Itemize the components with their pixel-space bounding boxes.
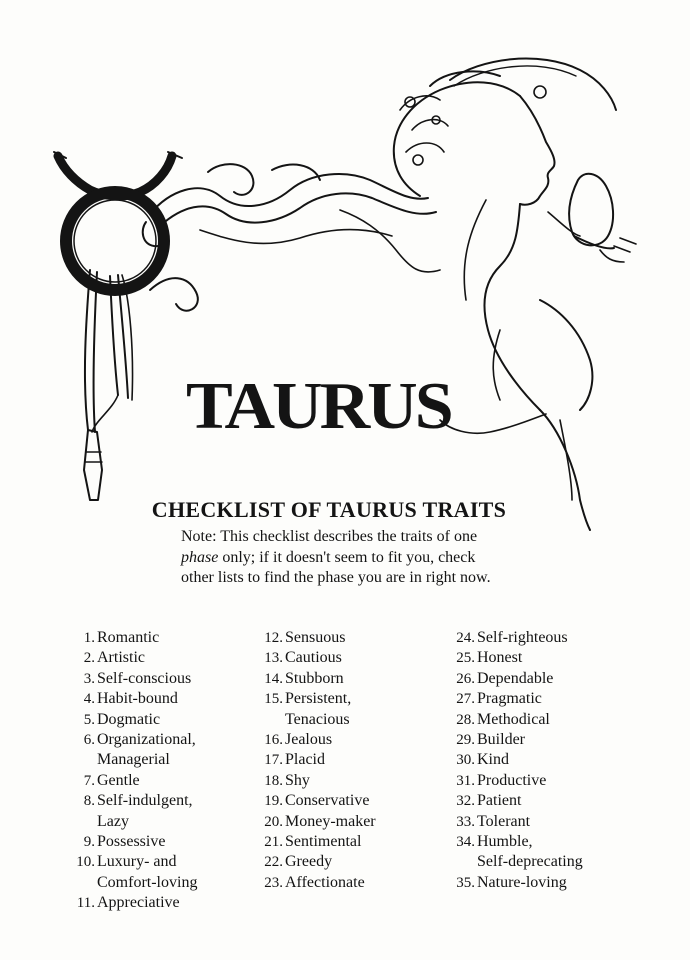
- trait-number: 27.: [456, 691, 475, 708]
- trait-label: Shy: [285, 771, 310, 789]
- trait-item: [60, 689, 197, 709]
- trait-number: 11.: [76, 895, 95, 912]
- trait-label: Affectionate: [285, 873, 365, 891]
- trait-label: Sensuous: [285, 629, 346, 646]
- trait-label: Habit-bound: [97, 690, 178, 708]
- trait-item: [440, 832, 583, 852]
- trait-label: Appreciative: [97, 894, 180, 912]
- trait-label: Cautious: [285, 649, 342, 667]
- trait-label: Organizational,: [97, 731, 196, 749]
- note-paragraph: [181, 527, 511, 589]
- trait-number: 24.: [456, 630, 475, 646]
- trait-number: 34.: [456, 834, 475, 851]
- trait-label: Placid: [285, 751, 325, 769]
- trait-label: Honest: [477, 649, 523, 667]
- trait-number: 19.: [264, 793, 283, 810]
- trait-item: [248, 730, 376, 750]
- trait-item: [440, 710, 583, 730]
- page-title: TAURUS: [186, 369, 451, 444]
- traits-column-2: [248, 628, 376, 893]
- note-text-end: only; if it doesn't seem to fit you, check other lists to find the phase you are in right now.: [181, 548, 491, 586]
- trait-label: Gentle: [97, 771, 140, 789]
- trait-label: Lazy: [97, 812, 129, 830]
- trait-number: 15.: [264, 691, 283, 708]
- trait-number: 26.: [456, 670, 475, 687]
- trait-number: 23.: [264, 874, 283, 891]
- trait-label: Builder: [477, 731, 525, 749]
- trait-label: Tenacious: [285, 710, 350, 728]
- trait-item: [248, 852, 376, 872]
- trait-number: 30.: [456, 752, 475, 769]
- trait-label: Greedy: [285, 853, 333, 871]
- trait-item: [440, 873, 583, 893]
- trait-label: Nature-loving: [477, 873, 567, 891]
- trait-item: [248, 832, 376, 852]
- trait-label: Persistent,: [285, 690, 352, 708]
- trait-item: [440, 689, 583, 709]
- trait-number: 12.: [264, 630, 283, 646]
- trait-number: 4.: [83, 691, 95, 708]
- trait-label: Dependable: [477, 669, 554, 687]
- trait-item: [248, 689, 376, 709]
- trait-item: [248, 873, 376, 893]
- trait-label: Productive: [477, 771, 547, 789]
- trait-label: Self-deprecating: [477, 853, 583, 871]
- trait-item: [60, 669, 197, 689]
- trait-label: Stubborn: [285, 669, 344, 687]
- woman-profile-icon: [520, 96, 555, 205]
- trait-label: Kind: [477, 751, 509, 769]
- trait-item: [248, 710, 376, 730]
- trait-label: Conservative: [285, 792, 370, 810]
- trait-label: Managerial: [97, 751, 170, 769]
- trait-item: [440, 628, 583, 648]
- note-text-start: Note: This checklist describes the traits of one: [181, 528, 478, 545]
- trait-number: 21.: [264, 834, 283, 851]
- trait-label: Methodical: [477, 710, 550, 728]
- trait-number: 8.: [83, 793, 95, 810]
- trait-number: 6.: [83, 732, 95, 749]
- trait-item: [440, 669, 583, 689]
- trait-label: Jealous: [285, 731, 333, 749]
- trait-number: 33.: [456, 813, 475, 830]
- trait-item: [440, 730, 583, 750]
- trait-label: Comfort-loving: [97, 873, 198, 891]
- trait-item: [60, 852, 197, 872]
- trait-label: Pragmatic: [477, 690, 542, 708]
- note-emphasis: phase: [181, 548, 219, 566]
- trait-label: Romantic: [97, 629, 160, 646]
- checklist-heading: CHECKLIST OF TAURUS TRAITS: [151, 497, 507, 522]
- tassel-icon: [84, 430, 102, 500]
- trait-label: Patient: [477, 792, 522, 810]
- trait-number: 2.: [83, 650, 95, 667]
- trait-number: 9.: [83, 834, 95, 851]
- trait-number: 35.: [456, 874, 475, 891]
- trait-label: Luxury- and: [97, 853, 177, 871]
- trait-number: 7.: [83, 772, 95, 789]
- trait-label: Possessive: [97, 833, 166, 851]
- trait-item: [60, 750, 197, 770]
- trait-item: [60, 710, 197, 730]
- trait-number: 13.: [264, 650, 283, 667]
- trait-number: 31.: [456, 772, 475, 789]
- trait-item: [440, 852, 583, 872]
- trait-number: 22.: [264, 854, 283, 871]
- trait-label: Tolerant: [477, 812, 531, 830]
- trait-item: [60, 873, 197, 893]
- trait-item: [60, 791, 197, 811]
- trait-item: [440, 771, 583, 791]
- trait-item: [248, 669, 376, 689]
- trait-number: 14.: [264, 670, 283, 687]
- trait-number: 10.: [76, 854, 95, 871]
- trait-number: 32.: [456, 793, 475, 810]
- trait-number: 16.: [264, 732, 283, 749]
- trait-label: Humble,: [477, 833, 533, 851]
- trait-item: [60, 812, 197, 832]
- trait-label: Self-conscious: [97, 669, 192, 687]
- trait-item: [440, 648, 583, 668]
- trait-label: Money-maker: [285, 812, 376, 830]
- trait-number: 18.: [264, 772, 283, 789]
- traits-column-3: [440, 628, 583, 893]
- trait-item: [248, 750, 376, 770]
- trait-number: 20.: [264, 813, 283, 830]
- trait-number: 29.: [456, 732, 475, 749]
- trait-item: [60, 893, 197, 913]
- trait-label: Self-indulgent,: [97, 792, 193, 810]
- trait-item: [248, 648, 376, 668]
- trait-item: [60, 771, 197, 791]
- trait-number: 1.: [83, 630, 95, 646]
- trait-number: 17.: [264, 752, 283, 769]
- trait-label: Artistic: [97, 649, 145, 667]
- trait-item: [440, 750, 583, 770]
- trait-item: [440, 791, 583, 811]
- trait-label: Sentimental: [285, 833, 362, 851]
- trait-item: [248, 628, 376, 648]
- trait-item: [248, 812, 376, 832]
- traits-column-1: [60, 628, 197, 914]
- trait-label: Self-righteous: [477, 629, 568, 646]
- trait-number: 25.: [456, 650, 475, 667]
- trait-item: [248, 791, 376, 811]
- trait-number: 3.: [83, 670, 95, 687]
- trait-item: [60, 648, 197, 668]
- trait-item: [60, 730, 197, 750]
- trait-number: 5.: [83, 711, 95, 728]
- taurus-ring-icon: [66, 192, 164, 290]
- trait-item: [248, 771, 376, 791]
- trait-item: [60, 628, 197, 648]
- trait-label: Dogmatic: [97, 710, 161, 728]
- trait-item: [60, 832, 197, 852]
- trait-number: 28.: [456, 711, 475, 728]
- trait-item: [440, 812, 583, 832]
